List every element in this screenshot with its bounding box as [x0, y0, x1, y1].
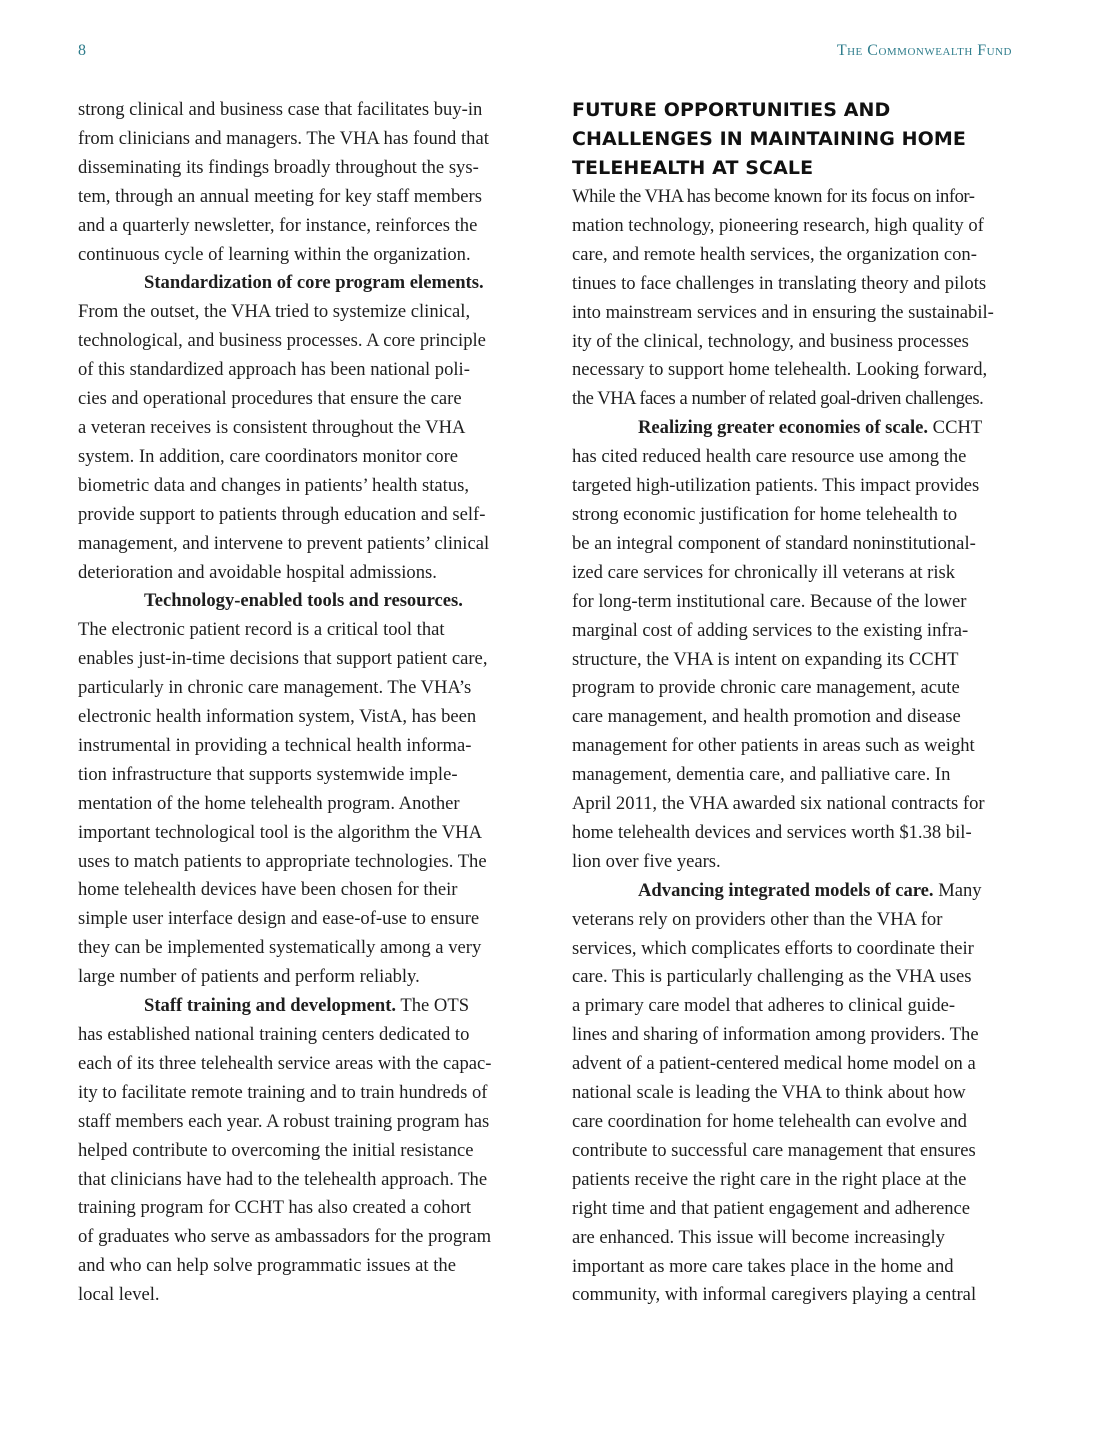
- text-line: care. This is particularly challenging as the VHA uses: [572, 966, 972, 988]
- text-run: Many: [933, 879, 982, 901]
- text-line: the VHA faces a number of related goal-driven challenges.: [572, 388, 984, 410]
- paragraph: [572, 414, 1014, 877]
- text-line: particularly in chronic care management. The VHA’s: [78, 677, 472, 699]
- text-line: tem, through an annual meeting for key staff members: [78, 185, 482, 207]
- text-line: services, which complicates efforts to coordinate their: [572, 937, 974, 959]
- text-line: veterans rely on providers other than the VHA for: [572, 908, 943, 930]
- text-line: into mainstream services and in ensuring the sustainabil-: [572, 301, 994, 323]
- paragraph: [572, 183, 1014, 414]
- text-line: they can be implemented systematically among a very: [78, 937, 482, 959]
- text-line: management, dementia care, and palliative care. In: [572, 764, 951, 786]
- text-line: and a quarterly newsletter, for instance, reinforces the: [78, 214, 478, 236]
- text-line: advent of a patient-centered medical home model on a: [572, 1053, 976, 1075]
- text-line: be an integral component of standard noninstitutional-: [572, 532, 976, 554]
- text-line: contribute to successful care management that ensures: [572, 1139, 976, 1161]
- text-line: tinues to face challenges in translating theory and pilots: [572, 272, 987, 294]
- text-line: lines and sharing of information among providers. The: [572, 1024, 979, 1046]
- left-column: [78, 96, 520, 1310]
- text-line: that clinicians have had to the telehealth approach. The: [78, 1168, 488, 1190]
- text-line: important technological tool is the algorithm the VHA: [78, 821, 482, 843]
- text-line: tion infrastructure that supports systemwide imple-: [78, 763, 458, 785]
- text-line: disseminating its findings broadly throughout the sys-: [78, 156, 479, 178]
- page-number: 8: [78, 42, 86, 59]
- text-line: management, and intervene to prevent patients’ clinical: [78, 532, 490, 554]
- text-line: From the outset, the VHA tried to systemize clinical,: [78, 301, 471, 323]
- text-line: ized care services for chronically ill veterans at risk: [572, 561, 956, 583]
- text-line: patients receive the right care in the right place at the: [572, 1168, 967, 1190]
- run-in-heading: Realizing greater economies of scale.: [638, 417, 929, 439]
- text-line: ity to facilitate remote training and to train hundreds of: [78, 1081, 488, 1103]
- text-line: instrumental in providing a technical health informa-: [78, 734, 472, 756]
- right-column: [572, 96, 1014, 1310]
- run-in-heading: Technology-enabled tools and resources.: [144, 590, 463, 612]
- text-line: lion over five years.: [572, 850, 721, 872]
- text-line: electronic health information system, VistA, has been: [78, 706, 477, 728]
- section-heading: [572, 96, 1014, 183]
- text-line: home telehealth devices and services worth $1.38 bil-: [572, 821, 972, 843]
- text-line: are enhanced. This issue will become increasingly: [572, 1226, 945, 1248]
- text-line: The electronic patient record is a critical tool that: [78, 619, 445, 641]
- text-line: each of its three telehealth service areas with the capac-: [78, 1052, 492, 1074]
- text-line: marginal cost of adding services to the existing infra-: [572, 619, 969, 641]
- text-line: local level.: [78, 1284, 160, 1306]
- text-line: staff members each year. A robust training program has: [78, 1110, 490, 1132]
- text-run: CCHT: [928, 417, 983, 439]
- run-in-heading: Standardization of core program elements.: [144, 272, 484, 294]
- text-line: helped contribute to overcoming the initial resistance: [78, 1139, 474, 1161]
- text-line: national scale is leading the VHA to think about how: [572, 1082, 966, 1104]
- text-line: necessary to support home telehealth. Looking forward,: [572, 359, 988, 381]
- heading-line: CHALLENGES IN MAINTAINING HOME: [572, 128, 966, 150]
- text-line: continuous cycle of learning within the organization.: [78, 243, 471, 265]
- text-line: targeted high-utilization patients. This impact provides: [572, 475, 980, 497]
- paragraph: [78, 96, 520, 269]
- text-line: biometric data and changes in patients’ health status,: [78, 474, 470, 496]
- text-line: training program for CCHT has also created a cohort: [78, 1197, 472, 1219]
- run-in-heading: Staff training and development.: [144, 995, 397, 1017]
- text-line: a primary care model that adheres to clinical guide-: [572, 995, 956, 1017]
- text-line: has cited reduced health care resource use among the: [572, 446, 967, 468]
- run-in-heading: Advancing integrated models of care.: [638, 879, 934, 901]
- paragraph: [572, 877, 1014, 1311]
- paragraph: [78, 992, 520, 1310]
- text-line: of this standardized approach has been national poli-: [78, 359, 470, 381]
- paragraph: [78, 587, 520, 992]
- text-line: While the VHA has become known for its focus on infor-: [572, 186, 975, 207]
- text-line: home telehealth devices have been chosen for their: [78, 879, 458, 901]
- text-line: care management, and health promotion and disease: [572, 706, 961, 728]
- running-head: The Commonwealth Fund: [836, 42, 1012, 59]
- text-line: important as more care takes place in the home and: [572, 1255, 954, 1277]
- text-line: a veteran receives is consistent throughout the VHA: [78, 416, 466, 438]
- text-line: and who can help solve programmatic issues at the: [78, 1255, 456, 1277]
- text-line: has established national training centers dedicated to: [78, 1024, 470, 1045]
- text-line: strong economic justification for home telehealth to: [572, 503, 958, 525]
- text-line: community, with informal caregivers playing a central: [572, 1284, 977, 1306]
- text-run: The OTS: [396, 995, 470, 1017]
- text-line: technological, and business processes. A core principle: [78, 330, 486, 352]
- heading-line: TELEHEALTH AT SCALE: [572, 157, 814, 179]
- text-line: uses to match patients to appropriate technologies. The: [78, 850, 487, 872]
- text-line: April 2011, the VHA awarded six national contracts for: [572, 793, 985, 815]
- text-line: simple user interface design and ease-of-use to ensure: [78, 908, 480, 930]
- text-line: care, and remote health services, the organization con-: [572, 243, 977, 265]
- text-line: large number of patients and perform reliably.: [78, 966, 420, 988]
- text-line: mation technology, pioneering research, high quality of: [572, 214, 984, 236]
- text-line: deterioration and avoidable hospital admissions.: [78, 561, 437, 583]
- text-line: care coordination for home telehealth can evolve and: [572, 1111, 967, 1132]
- text-line: cies and operational procedures that ensure the care: [78, 388, 462, 410]
- text-line: system. In addition, care coordinators monitor core: [78, 445, 459, 467]
- text-line: program to provide chronic care management, acute: [572, 677, 960, 699]
- text-line: provide support to patients through education and self-: [78, 503, 486, 525]
- text-line: strong clinical and business case that facilitates buy-in: [78, 99, 483, 120]
- text-line: from clinicians and managers. The VHA has found that: [78, 127, 489, 149]
- text-line: ity of the clinical, technology, and business processes: [572, 330, 969, 352]
- heading-line: FUTURE OPPORTUNITIES AND: [572, 99, 891, 121]
- text-line: for long-term institutional care. Because of the lower: [572, 590, 967, 612]
- text-line: right time and that patient engagement and adherence: [572, 1197, 971, 1219]
- text-line: of graduates who serve as ambassadors for the program: [78, 1226, 492, 1248]
- text-line: management for other patients in areas such as weight: [572, 735, 975, 757]
- text-line: structure, the VHA is intent on expanding its CCHT: [572, 648, 959, 670]
- text-line: mentation of the home telehealth program. Another: [78, 792, 460, 814]
- paragraph: [78, 269, 520, 587]
- text-line: enables just-in-time decisions that support patient care,: [78, 648, 488, 670]
